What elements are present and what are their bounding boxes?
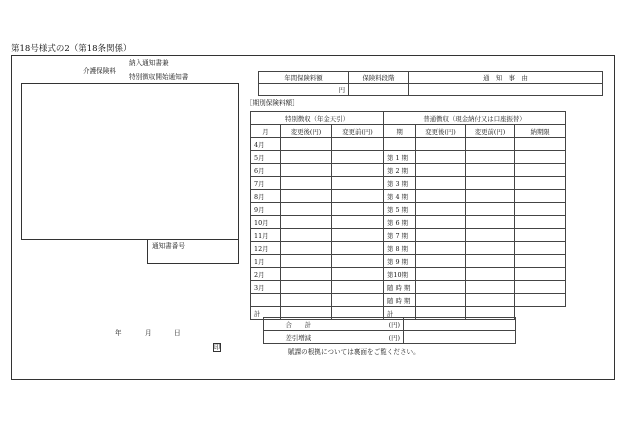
due-date-cell — [515, 177, 566, 190]
notice-reason-header: 通 知 事 由 — [409, 72, 603, 84]
address-box — [21, 83, 239, 240]
special-before-cell — [332, 177, 384, 190]
special-total-label: 計 — [251, 307, 281, 320]
document-title-line1: 納入通知書兼 — [129, 59, 169, 67]
special-after-cell — [281, 255, 332, 268]
ordinary-before-cell — [466, 151, 515, 164]
diff-label: 差引増減 — [264, 331, 333, 344]
table-row — [251, 203, 566, 216]
annual-premium-header: 年間保険料額 — [259, 72, 349, 84]
ordinary-after-cell — [416, 281, 466, 294]
ordinary-before-cell — [466, 164, 515, 177]
due-date-cell — [515, 190, 566, 203]
period-cell: 第 4 期 — [384, 190, 416, 203]
month-cell: 2月 — [251, 268, 281, 281]
ordinary-after-cell — [416, 177, 466, 190]
date-month-label: 月 — [145, 329, 152, 337]
footnote: 賦課の根拠については裏面をご覧ください。 — [288, 348, 420, 356]
special-after-cell — [281, 268, 332, 281]
period-cell: 第 9 期 — [384, 255, 416, 268]
due-date-cell — [515, 203, 566, 216]
ordinary-after-cell — [416, 190, 466, 203]
ordinary-after-cell — [416, 138, 466, 151]
ordinary-before-cell — [466, 229, 515, 242]
table-row — [251, 294, 566, 307]
due-date-cell — [515, 138, 566, 151]
special-before-cell — [332, 255, 384, 268]
due-date-cell — [515, 151, 566, 164]
sum-label: 合 計 — [264, 318, 333, 331]
ordinary-after-cell — [416, 151, 466, 164]
special-after-cell — [281, 164, 332, 177]
month-cell: 6月 — [251, 164, 281, 177]
date-year-label: 年 — [115, 329, 122, 337]
special-after-cell — [281, 177, 332, 190]
special-after-cell — [281, 242, 332, 255]
special-before-cell — [332, 242, 384, 255]
special-before-cell — [332, 294, 384, 307]
period-cell: 第 2 期 — [384, 164, 416, 177]
due-date-cell — [515, 164, 566, 177]
period-col-header: 期 — [384, 125, 416, 138]
special-before-cell — [332, 216, 384, 229]
special-before-cell — [332, 151, 384, 164]
period-cell: 第10期 — [384, 268, 416, 281]
special-before-cell — [332, 268, 384, 281]
special-after-cell — [281, 294, 332, 307]
ordinary-before-cell — [466, 255, 515, 268]
special-before-cell — [332, 203, 384, 216]
date-day-label: 日 — [174, 329, 181, 337]
special-before-cell — [332, 190, 384, 203]
blank-cell — [515, 307, 566, 320]
diff-unit: (円) — [333, 331, 404, 344]
table-row — [251, 216, 566, 229]
month-cell: 11月 — [251, 229, 281, 242]
seal-label: 印 — [214, 343, 221, 351]
sum-value — [404, 318, 516, 331]
table-row — [251, 164, 566, 177]
premium-level-value — [349, 84, 409, 96]
ordinary-after-cell — [416, 203, 466, 216]
table-row — [251, 229, 566, 242]
premium-level-header: 保険料段階 — [349, 72, 409, 84]
table-row — [251, 177, 566, 190]
ordinary-before-cell — [466, 177, 515, 190]
section-label: ［期別保険料額］ — [246, 99, 299, 107]
notice-number-label: 通知書番号 — [152, 242, 185, 250]
ordinary-before-cell — [466, 242, 515, 255]
sum-unit: (円) — [333, 318, 404, 331]
special-before-cell — [332, 164, 384, 177]
period-cell — [384, 138, 416, 151]
ordinary-after-cell — [416, 242, 466, 255]
ordinary-after-cell — [416, 294, 466, 307]
special-before-col-header: 変更前(円) — [332, 125, 384, 138]
table-row — [251, 242, 566, 255]
ordinary-after-cell — [416, 229, 466, 242]
month-cell: 1月 — [251, 255, 281, 268]
summary-table — [258, 71, 603, 96]
month-cell: 12月 — [251, 242, 281, 255]
annual-premium-value: 円 — [259, 84, 349, 96]
special-after-cell — [281, 281, 332, 294]
period-cell: 第 5 期 — [384, 203, 416, 216]
period-cell: 第 3 期 — [384, 177, 416, 190]
ordinary-after-cell — [416, 216, 466, 229]
period-cell: 随 時 期 — [384, 281, 416, 294]
month-cell: 8月 — [251, 190, 281, 203]
special-after-cell — [281, 229, 332, 242]
table-row — [251, 151, 566, 164]
ordinary-before-cell — [466, 203, 515, 216]
due-date-cell — [515, 281, 566, 294]
ordinary-after-cell — [416, 255, 466, 268]
ordinary-after-cell — [416, 268, 466, 281]
ordinary-before-cell — [466, 216, 515, 229]
document-title-line2: 特別徴収開始通知書 — [129, 73, 189, 81]
table-row — [251, 268, 566, 281]
ordinary-before-cell — [466, 190, 515, 203]
month-cell: 4月 — [251, 138, 281, 151]
table-row — [251, 255, 566, 268]
ordinary-before-cell — [466, 281, 515, 294]
period-cell: 第 1 期 — [384, 151, 416, 164]
ordinary-before-cell — [466, 268, 515, 281]
special-after-cell — [281, 190, 332, 203]
special-after-cell — [281, 216, 332, 229]
special-before-cell — [332, 229, 384, 242]
ordinary-collection-header: 普通徴収（現金納付又は口座振替） — [384, 112, 566, 125]
special-after-cell — [281, 151, 332, 164]
table-row — [251, 190, 566, 203]
special-before-cell — [332, 281, 384, 294]
table-row — [251, 138, 566, 151]
table-row — [251, 281, 566, 294]
due-date-col-header: 納期限 — [515, 125, 566, 138]
ordinary-after-cell — [416, 164, 466, 177]
period-cell: 第 8 期 — [384, 242, 416, 255]
special-after-cell — [281, 138, 332, 151]
special-after-cell — [281, 203, 332, 216]
ordinary-before-cell — [466, 294, 515, 307]
month-cell: 3月 — [251, 281, 281, 294]
ordinary-before-cell — [466, 138, 515, 151]
month-cell — [251, 294, 281, 307]
ordinary-total-label: 計 — [384, 307, 416, 320]
due-date-cell — [515, 216, 566, 229]
period-cell: 随 時 期 — [384, 294, 416, 307]
period-premium-table — [250, 111, 566, 320]
month-cell: 7月 — [251, 177, 281, 190]
special-before-cell — [332, 138, 384, 151]
notice-reason-value — [409, 84, 603, 96]
month-cell: 5月 — [251, 151, 281, 164]
diff-value — [404, 331, 516, 344]
due-date-cell — [515, 294, 566, 307]
month-col-header: 月 — [251, 125, 281, 138]
insurance-type-label: 介護保険料 — [83, 67, 116, 75]
ordinary-before-col-header: 変更前(円) — [466, 125, 515, 138]
special-collection-header: 特別徴収（年金天引） — [251, 112, 384, 125]
due-date-cell — [515, 242, 566, 255]
due-date-cell — [515, 255, 566, 268]
due-date-cell — [515, 229, 566, 242]
totals-table — [263, 317, 516, 344]
due-date-cell — [515, 268, 566, 281]
period-cell: 第 6 期 — [384, 216, 416, 229]
ordinary-after-col-header: 変更後(円) — [416, 125, 466, 138]
special-after-col-header: 変更後(円) — [281, 125, 332, 138]
period-cell: 第 7 期 — [384, 229, 416, 242]
month-cell: 9月 — [251, 203, 281, 216]
form-number-title: 第18号様式の2（第18条関係） — [11, 44, 132, 54]
month-cell: 10月 — [251, 216, 281, 229]
